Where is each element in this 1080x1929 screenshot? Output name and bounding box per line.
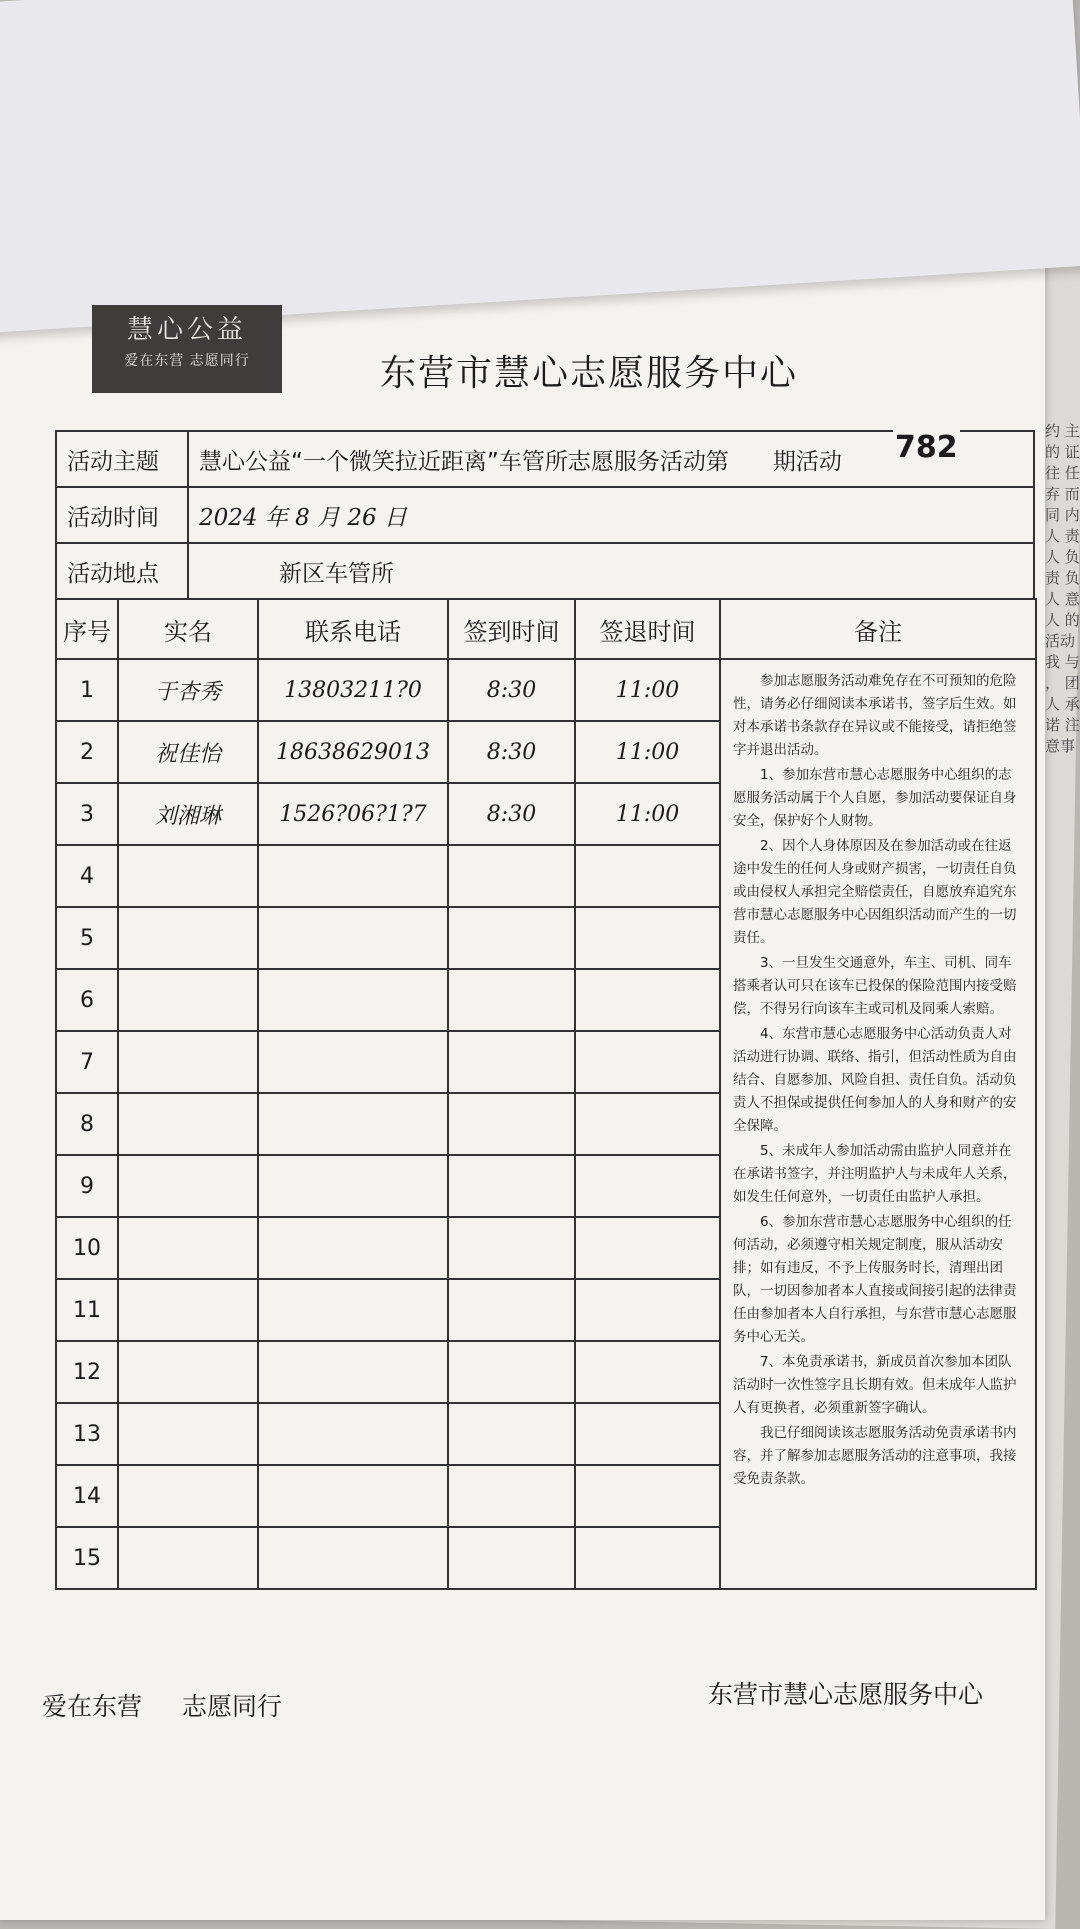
row-checkin-time bbox=[448, 907, 575, 969]
row-number: 8 bbox=[56, 1093, 118, 1155]
place-value bbox=[188, 543, 1034, 599]
row-name bbox=[118, 969, 258, 1031]
row-phone bbox=[258, 1155, 448, 1217]
row-checkout-time: 11:00 bbox=[575, 721, 720, 783]
footer-slogan bbox=[42, 1687, 282, 1723]
row-phone bbox=[258, 1341, 448, 1403]
row-checkout-time: 11:00 bbox=[575, 783, 720, 845]
row-checkout-time bbox=[575, 969, 720, 1031]
row-name bbox=[118, 1341, 258, 1403]
row-checkout-time bbox=[575, 1093, 720, 1155]
row-checkout-time bbox=[575, 1403, 720, 1465]
row-number: 3 bbox=[56, 783, 118, 845]
row-number: 11 bbox=[56, 1279, 118, 1341]
row-number: 14 bbox=[56, 1465, 118, 1527]
row-number: 2 bbox=[56, 721, 118, 783]
row-name: 于杏秀 bbox=[118, 659, 258, 721]
session-number-overlay: 782 bbox=[895, 430, 958, 465]
row-phone bbox=[258, 1217, 448, 1279]
row-checkin-time: 8:30 bbox=[448, 783, 575, 845]
header-no: 序号 bbox=[56, 599, 118, 659]
disclaimer-paragraph: 参加志愿服务活动难免存在不可预知的危险性，请务必仔细阅读本承诺书，签字后生效。如对本承诺书条款存在异议或不能接受，请拒绝签字并退出活动。 bbox=[733, 673, 1017, 758]
table-row bbox=[56, 659, 1036, 721]
signin-header-row bbox=[56, 599, 1036, 659]
theme-value: 慧心公益“一个微笑拉近距离”车管所志愿服务活动第 bbox=[199, 448, 729, 475]
row-phone: 18638629013 bbox=[258, 721, 448, 783]
theme-row bbox=[56, 431, 1034, 487]
place-value-text: 新区车管所 bbox=[279, 560, 394, 587]
disclaimer-paragraph: 我已仔细阅读该志愿服务活动免责承诺书内容，并了解参加志愿服务活动的注意事项，我接受免责条款。 bbox=[733, 1425, 1017, 1487]
row-name bbox=[118, 1155, 258, 1217]
row-number: 12 bbox=[56, 1341, 118, 1403]
logo-mark: 慧心公益 bbox=[126, 315, 247, 345]
row-number: 6 bbox=[56, 969, 118, 1031]
row-number: 15 bbox=[56, 1527, 118, 1589]
row-phone bbox=[258, 1403, 448, 1465]
footer-organization: 东营市慧心志愿服务中心 bbox=[708, 1680, 984, 1709]
disclaimer-paragraph: 1、参加东营市慧心志愿服务中心组织的志愿服务活动属于个人自愿，参加活动要保证自身安全，保护好个人财物。 bbox=[733, 767, 1017, 829]
row-phone bbox=[258, 845, 448, 907]
row-number: 4 bbox=[56, 845, 118, 907]
disclaimer-paragraph: 6、参加东营市慧心志愿服务中心组织的任何活动，必须遵守相关规定制度，服从活动安排；如有违反，不予上传服务时长，清理出团队，一切因参加者本人直接或间接引起的法律责任由参加者本人自行承担，与东营市慧心志愿服务中心无关。 bbox=[733, 1214, 1017, 1345]
row-name bbox=[118, 1527, 258, 1589]
disclaimer-paragraph: 4、东营市慧心志愿服务中心活动负责人对活动进行协调、联络、指引，但活动性质为自由结合、自愿参加、风险自担、责任自负。活动负责人不担保或提供任何参加人的人身和财产的安全保障。 bbox=[733, 1026, 1017, 1134]
theme-label: 活动主题 bbox=[56, 431, 188, 487]
row-name bbox=[118, 907, 258, 969]
row-name bbox=[118, 1031, 258, 1093]
row-checkin-time bbox=[448, 969, 575, 1031]
row-phone: 13803211?0 bbox=[258, 659, 448, 721]
header-checkout: 签退时间 bbox=[575, 599, 720, 659]
row-phone bbox=[258, 1527, 448, 1589]
disclaimer-paragraph: 3、一旦发生交通意外，车主、司机、同车搭乘者认可只在该车已投保的保险范围内接受赔偿，不得另行向该车主或司机及同乘人索赔。 bbox=[733, 955, 1017, 1017]
row-name: 刘湘琳 bbox=[118, 783, 258, 845]
row-checkout-time bbox=[575, 1527, 720, 1589]
signin-table bbox=[55, 598, 1037, 1590]
row-checkout-time bbox=[575, 845, 720, 907]
logo-slogan: 爱在东营 志愿同行 bbox=[124, 353, 250, 369]
row-name bbox=[118, 1217, 258, 1279]
footer-slogan-part-2: 志愿同行 bbox=[182, 1692, 283, 1721]
footer-slogan-part-1: 爱在东营 bbox=[42, 1692, 143, 1721]
header-notes: 备注 bbox=[720, 599, 1036, 659]
row-checkout-time bbox=[575, 1279, 720, 1341]
row-number: 7 bbox=[56, 1031, 118, 1093]
row-phone bbox=[258, 1279, 448, 1341]
row-number: 13 bbox=[56, 1403, 118, 1465]
organization-logo bbox=[92, 305, 282, 393]
row-checkin-time bbox=[448, 1217, 575, 1279]
place-row bbox=[56, 543, 1034, 599]
row-checkout-time bbox=[575, 1341, 720, 1403]
row-name bbox=[118, 1403, 258, 1465]
theme-suffix: 期活动 bbox=[772, 448, 842, 475]
row-phone bbox=[258, 1465, 448, 1527]
row-phone: 1526?06?1?7 bbox=[258, 783, 448, 845]
disclaimer-paragraph: 2、因个人身体原因及在参加活动或在往返途中发生的任何人身或财产损害，一切责任自负或由侵权人承担完全赔偿责任，自愿放弃追究东营市慧心志愿服务中心因组织活动而产生的一切责任。 bbox=[733, 838, 1017, 946]
disclaimer-paragraph: 7、本免责承诺书，新成员首次参加本团队活动时一次性签字且长期有效。但未成年人监护人有更换者，必须重新签字确认。 bbox=[733, 1354, 1017, 1416]
row-checkin-time bbox=[448, 1279, 575, 1341]
row-name bbox=[118, 845, 258, 907]
row-checkout-time bbox=[575, 907, 720, 969]
activity-info-table bbox=[55, 430, 1035, 600]
disclaimer-text bbox=[733, 670, 1023, 1491]
document-title: 东营市慧心志愿服务中心 bbox=[380, 353, 799, 394]
row-checkin-time bbox=[448, 1403, 575, 1465]
row-number: 9 bbox=[56, 1155, 118, 1217]
row-phone bbox=[258, 1093, 448, 1155]
row-phone bbox=[258, 969, 448, 1031]
row-checkin-time bbox=[448, 1093, 575, 1155]
header-checkin: 签到时间 bbox=[448, 599, 575, 659]
row-checkin-time bbox=[448, 1465, 575, 1527]
row-checkin-time bbox=[448, 1155, 575, 1217]
disclaimer-notes bbox=[720, 659, 1036, 1589]
row-checkout-time bbox=[575, 1465, 720, 1527]
row-checkout-time: 11:00 bbox=[575, 659, 720, 721]
header-phone: 联系电话 bbox=[258, 599, 448, 659]
row-checkin-time bbox=[448, 1031, 575, 1093]
row-number: 10 bbox=[56, 1217, 118, 1279]
row-checkout-time bbox=[575, 1217, 720, 1279]
time-value: 2024 年 8 月 26 日 bbox=[188, 487, 1034, 543]
row-number: 1 bbox=[56, 659, 118, 721]
row-checkout-time bbox=[575, 1031, 720, 1093]
row-checkin-time: 8:30 bbox=[448, 659, 575, 721]
disclaimer-paragraph: 5、未成年人参加活动需由监护人同意并在在承诺书签字，并注明监护人与未成年人关系，如发生任何意外，一切责任由监护人承担。 bbox=[733, 1143, 1017, 1205]
place-label: 活动地点 bbox=[56, 543, 188, 599]
row-checkin-time bbox=[448, 1341, 575, 1403]
row-number: 5 bbox=[56, 907, 118, 969]
time-row bbox=[56, 487, 1034, 543]
row-name: 祝佳怡 bbox=[118, 721, 258, 783]
row-checkin-time bbox=[448, 1527, 575, 1589]
row-checkin-time bbox=[448, 845, 575, 907]
row-name bbox=[118, 1279, 258, 1341]
row-name bbox=[118, 1465, 258, 1527]
row-phone bbox=[258, 907, 448, 969]
time-label: 活动时间 bbox=[56, 487, 188, 543]
adjacent-page-edge-text: 约 主 的 证 往 任 弃 而 同 内 人 责人 负责 负 人 意 人 的 活动 我 与 ， 团 人 承诺 注意事 bbox=[1045, 422, 1080, 755]
row-checkin-time: 8:30 bbox=[448, 721, 575, 783]
row-checkout-time bbox=[575, 1155, 720, 1217]
row-phone bbox=[258, 1031, 448, 1093]
row-name bbox=[118, 1093, 258, 1155]
header-name: 实名 bbox=[118, 599, 258, 659]
